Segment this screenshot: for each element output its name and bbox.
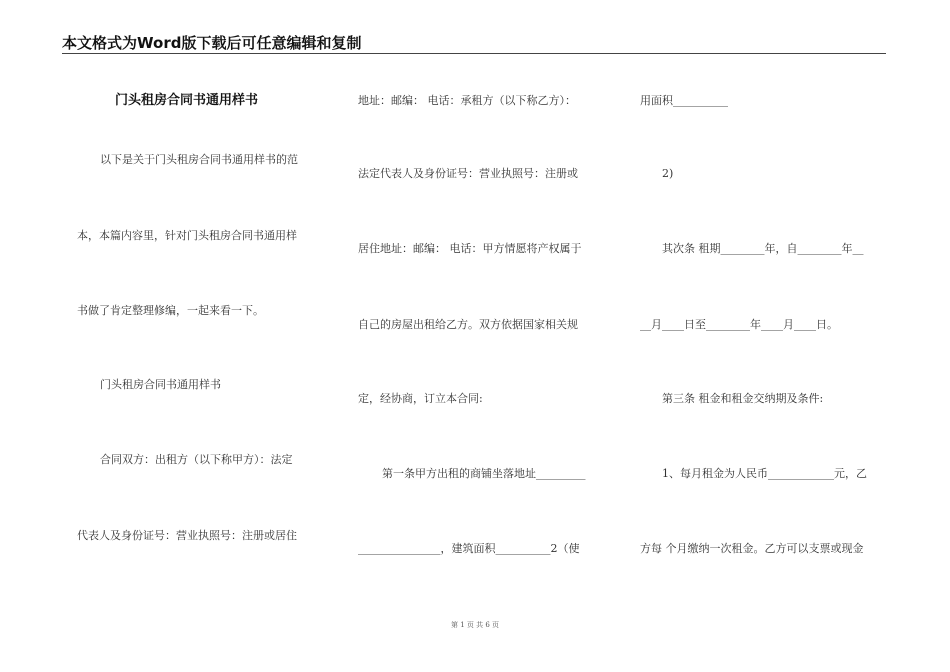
body-text-line: 地址：邮编： 电话：承租方（以下称乙方）： (358, 94, 576, 107)
body-text-line: 法定代表人及身份证号：营业执照号：注册或 (358, 167, 578, 180)
body-text-line: _______________，建筑面积__________2（使 (358, 542, 580, 555)
body-text-line: 第一条甲方出租的商铺坐落地址_________ (382, 467, 586, 480)
body-text-line: 本，本篇内容里，针对门头租房合同书通用样 (77, 229, 297, 242)
body-text-line: 2) (662, 167, 674, 180)
section-heading: 第三条 租金和租金交纳期及条件: (662, 392, 824, 405)
body-text-line: 以下是关于门头租房合同书通用样书的范 (100, 153, 298, 166)
body-text-line: 合同双方：出租方（以下称甲方）：法定 (100, 453, 293, 466)
body-text-line: 居住地址：邮编： 电话：甲方情愿将产权属于 (358, 242, 582, 255)
body-text-line: 定，经协商，订立本合同: (358, 392, 483, 405)
page-number: 第 1 页 共 6 页 (450, 621, 500, 629)
body-text-line: 方每 个月缴纳一次租金。乙方可以支票或现金 (640, 542, 864, 555)
body-text-line: __月____日至________年____月____日。 (640, 318, 838, 331)
document-header: 本文格式为Word版下载后可任意编辑和复制 (62, 34, 886, 54)
body-text-line: 代表人及身份证号：营业执照号：注册或居住 (77, 529, 297, 542)
body-text-line: 自己的房屋出租给乙方。双方依据国家相关规 (358, 318, 578, 331)
document-title: 门头租房合同书通用样书 (115, 93, 259, 108)
body-text-line: 其次条 租期________年，自________年__ (662, 242, 864, 255)
body-text-line: 书做了肯定整理修编，一起来看一下。 (77, 304, 264, 317)
body-text-line: 用面积__________ (640, 94, 728, 107)
body-text-line: 1、每月租金为人民币____________元，乙 (662, 467, 867, 480)
section-heading: 门头租房合同书通用样书 (100, 378, 221, 391)
